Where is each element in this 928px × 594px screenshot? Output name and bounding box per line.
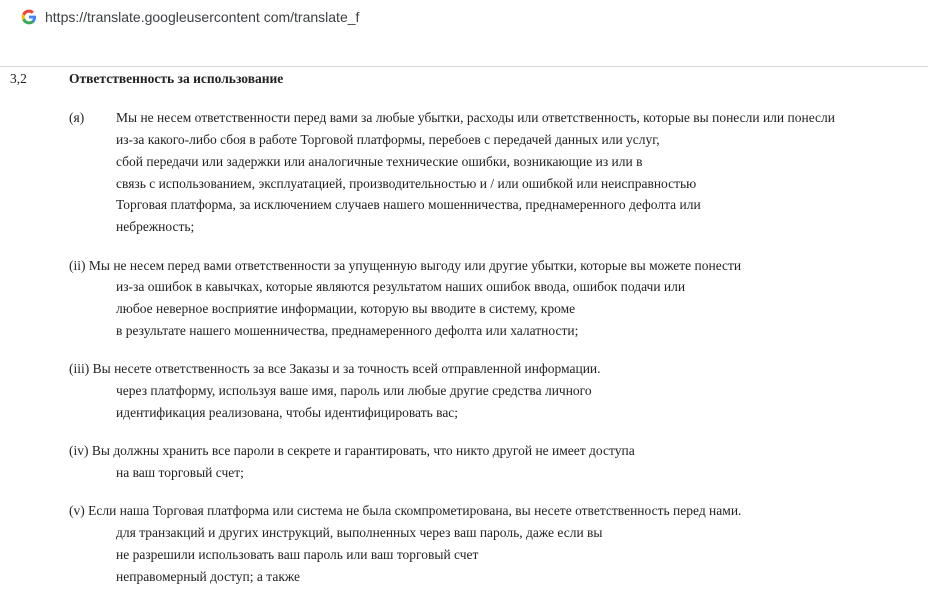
clause-line: через платформу, используя ваше имя, пароль или любые другие средства личного bbox=[116, 383, 592, 398]
google-g-icon bbox=[21, 8, 37, 26]
section-title: Ответственность за использование bbox=[69, 71, 284, 86]
page-divider bbox=[0, 66, 928, 67]
clause-line: не разрешили использовать ваш пароль или ваш торговый счет bbox=[116, 547, 479, 562]
clause-line: Мы не несем ответственности перед вами за любые убытки, расходы или ответственность, которые вы понесли или понесли bbox=[116, 110, 836, 125]
clause-line: Торговая платформа, за исключением случаев нашего мошенничества, преднамеренного дефолта или bbox=[116, 197, 701, 212]
clause-line: (v) Если наша Торговая платформа или система не была скомпрометирована, вы несете ответственность перед нами. bbox=[69, 503, 742, 518]
clause-line: неправомерный доступ; а также bbox=[116, 569, 301, 584]
clause-line: небрежность; bbox=[116, 219, 195, 234]
clause-line: (iv) Вы должны хранить все пароли в секрете и гарантировать, что никто другой не имеет доступа bbox=[69, 443, 635, 458]
clause-line: (iii) Вы несете ответственность за все Заказы и за точность всей отправленной информации. bbox=[69, 361, 601, 376]
clause-marker: (я) bbox=[69, 110, 85, 125]
section-number: 3,2 bbox=[10, 71, 27, 86]
clause-line: идентификация реализована, чтобы идентифицировать вас; bbox=[116, 405, 459, 420]
clause-line: на ваш торговый счет; bbox=[116, 465, 244, 480]
url-text[interactable]: https://translate.googleusercontent com/translate_f bbox=[45, 9, 360, 25]
clause-line: в результате нашего мошенничества, преднамеренного дефолта или халатности; bbox=[116, 323, 579, 338]
address-bar[interactable] bbox=[0, 0, 928, 36]
clause-line: связь с использованием, эксплуатацией, производительностью и / или ошибкой или неисправностью bbox=[116, 176, 697, 191]
clause-line: из-за ошибок в кавычках, которые являются результатом наших ошибок ввода, ошибок подачи или bbox=[116, 279, 686, 294]
clause-line: любое неверное восприятие информации, которую вы вводите в систему, кроме bbox=[116, 301, 576, 316]
clause-line: сбой передачи или задержки или аналогичные технические ошибки, возникающие из или в bbox=[116, 154, 643, 169]
clause-line: из-за какого-либо сбоя в работе Торговой платформы, перебоев с передачей данных или услуг, bbox=[116, 132, 660, 147]
clause-line: (ii) Мы не несем перед вами ответственности за упущенную выгоду или другие убытки, которые вы можете понести bbox=[69, 258, 742, 273]
clause-line: для транзакций и других инструкций, выполненных через ваш пароль, даже если вы bbox=[116, 525, 603, 540]
